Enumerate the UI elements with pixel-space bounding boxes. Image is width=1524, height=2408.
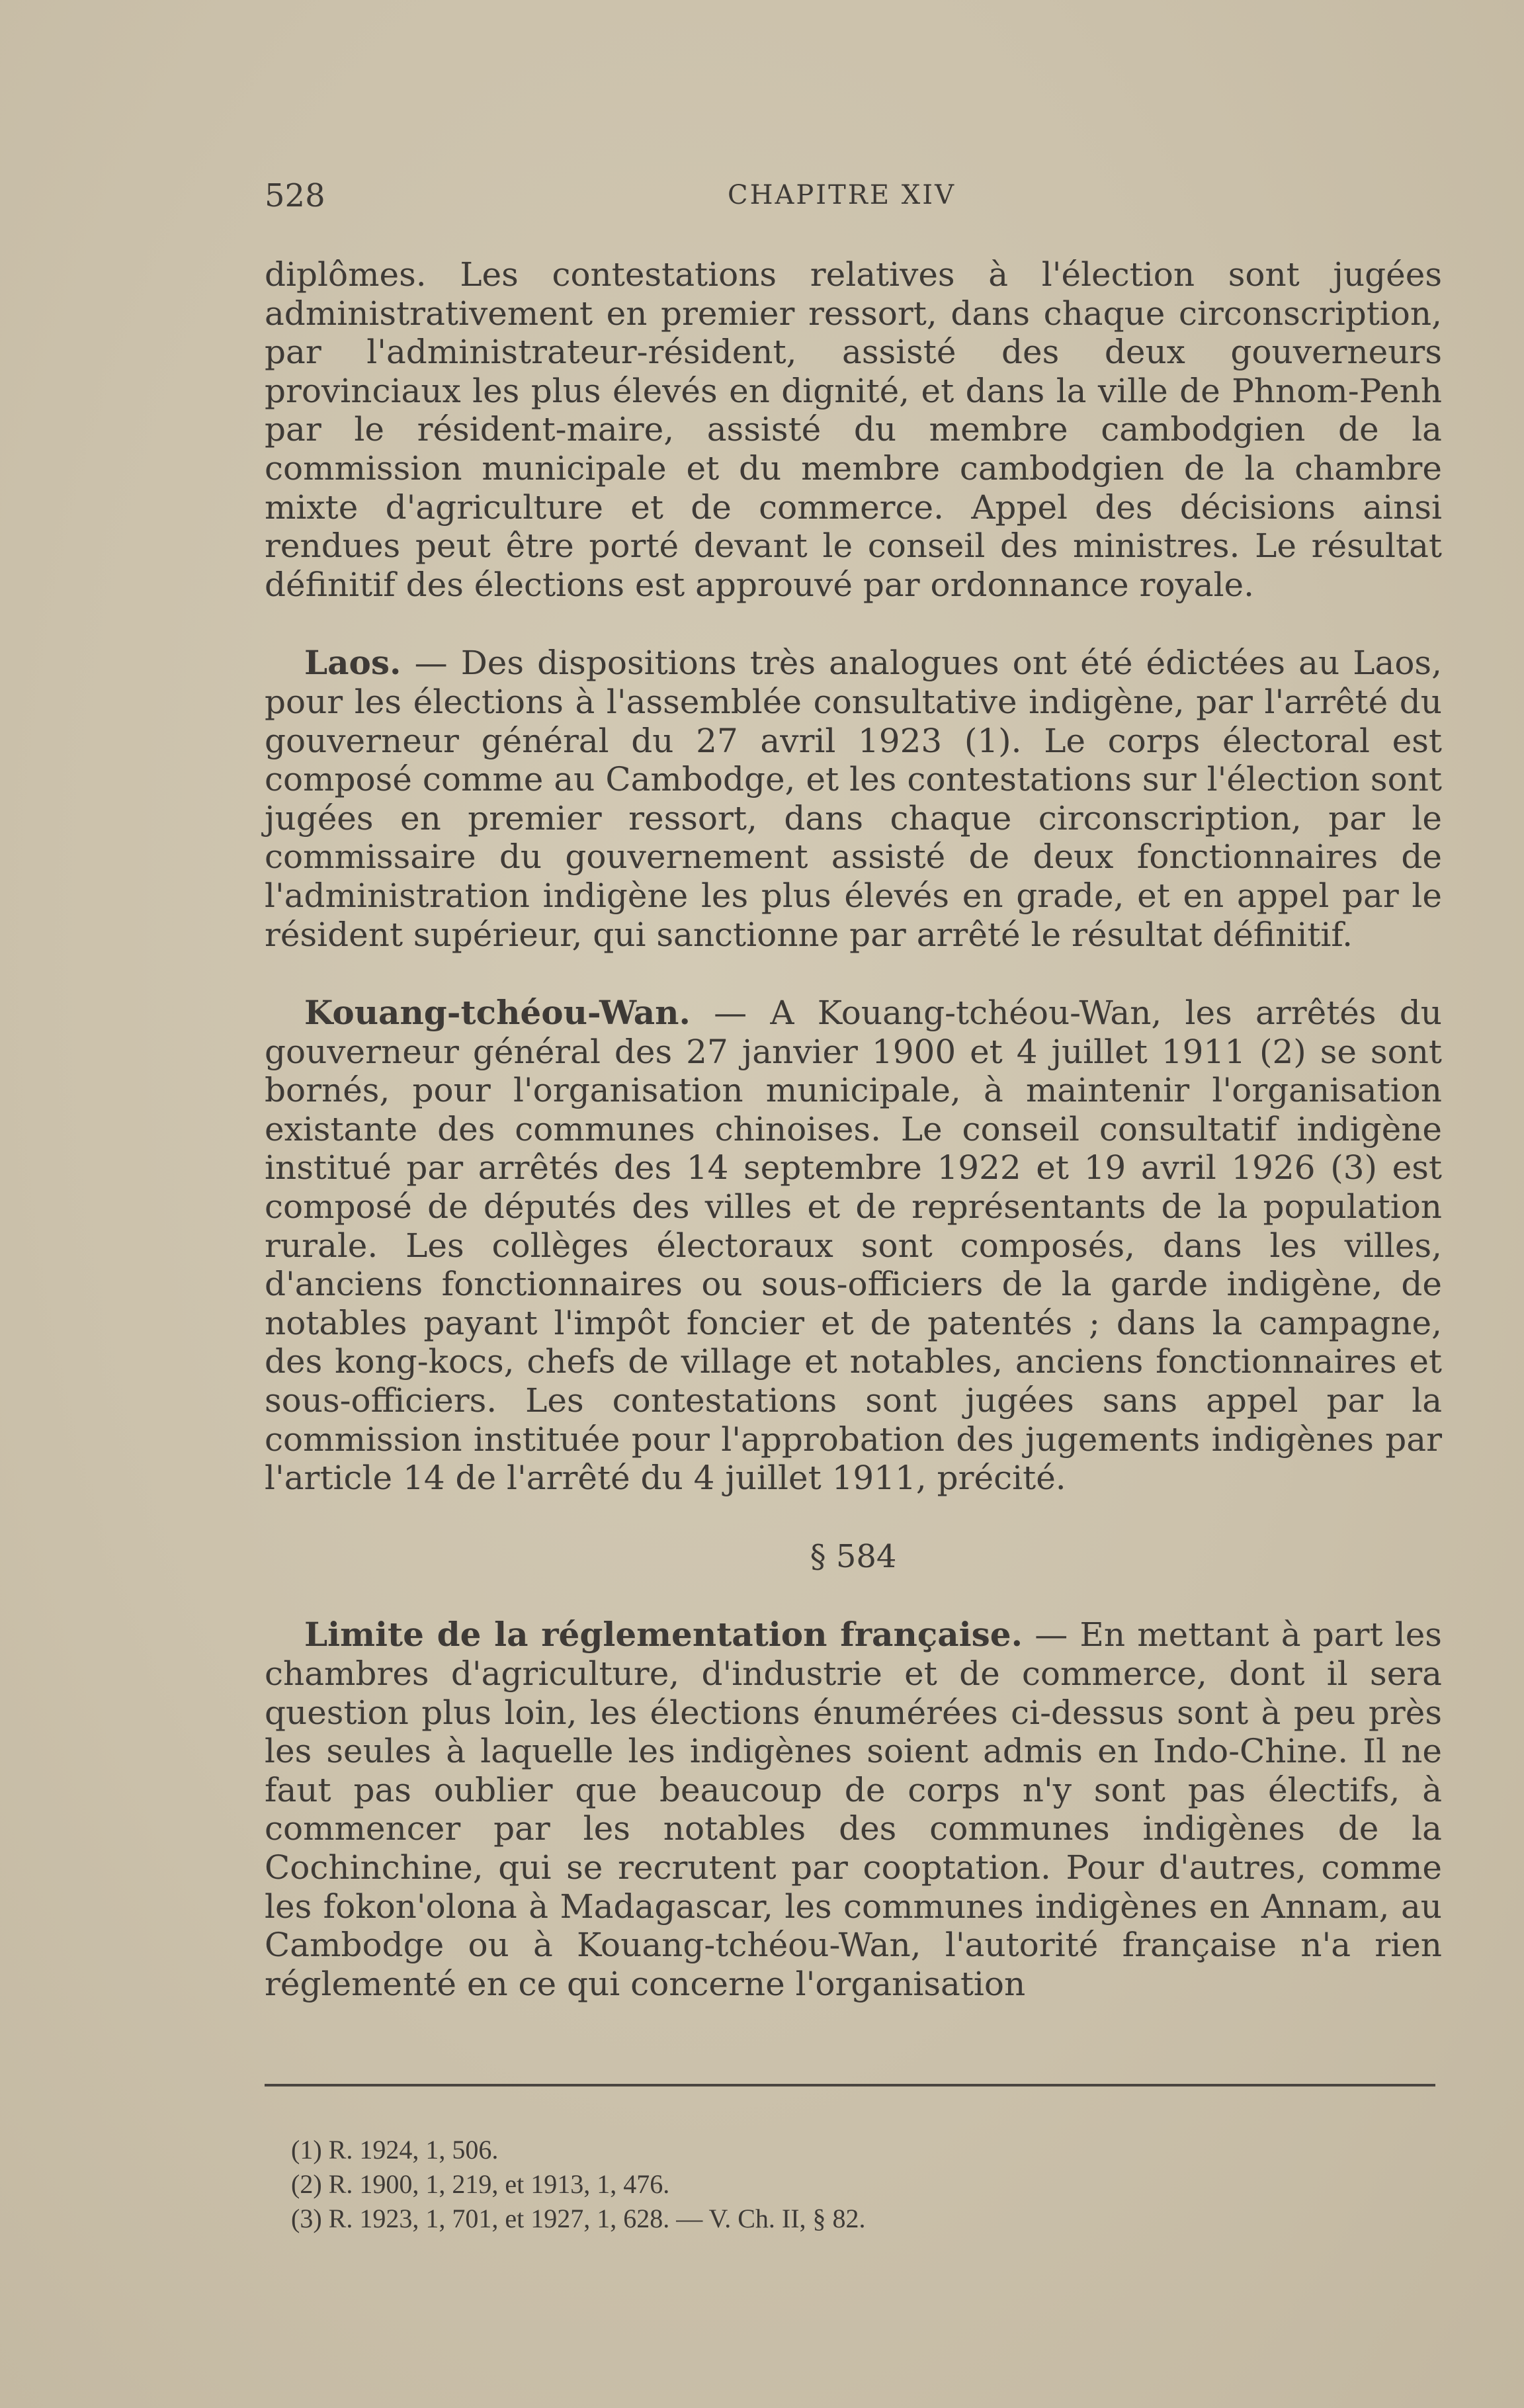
footnotes (291, 2133, 866, 2236)
paragraph-text: diplômes. Les contestations relatives à l'élection sont jugées administrativement en premier ressort, dans chaque circonscription, par l'administrateur-résident, assisté des deux gouverneurs provinciaux les plus élevés en dignité, et dans la ville de Phnom-Penh par le résident-maire, assisté du membre cambodgien de la commission municipale et du membre cambodgien de la chambre mixte d'agriculture et de commerce. Appel des décisions ainsi rendues peut être porté devant le conseil des ministres. Le résultat définitif des élections est approuvé par ordonnance royale. (265, 255, 1442, 604)
running-head: CHAPITRE XIV (728, 180, 956, 210)
body-text (265, 255, 1442, 2003)
paragraph-heading: Limite de la réglementation française. (304, 1615, 1023, 1655)
paragraph-text: — Des dispositions très analogues ont été édictées au Laos, pour les élections à l'assemblée consultative indigène, par l'arrêté du gouverneur général du 27 avril 1923 (1). Le corps électoral est composé comme au Cambodge, et les contestations sur l'élection sont jugées en premier ressort, dans chaque circonscription, par le commissaire du gouvernement assisté de deux fonctionnaires de l'administration indigène les plus élevés en grade, et en appel par le résident supérieur, qui sanctionne par arrêté le résultat définitif. (265, 644, 1442, 954)
section-heading: § 584 (810, 1537, 897, 1575)
footnote-divider (265, 2084, 1435, 2086)
paragraph-limite (265, 1615, 1442, 2003)
paragraph-heading: Kouang-tchéou-Wan. (304, 993, 691, 1033)
paragraph-laos (265, 644, 1442, 954)
paragraph-text: — En mettant à part les chambres d'agriculture, d'industrie et de commerce, dont il sera question plus loin, les élections énumérées ci-dessus sont à peu près les seules à laquelle les indigènes soient admis en Indo-Chine. Il ne faut pas oublier que beaucoup de corps n'y sont pas électifs, à commencer par les notables des communes indigènes de la Cochinchine, qui se recrutent par cooptation. Pour d'autres, comme les fokon'olona à Madagascar, les communes indigènes en Annam, au Cambodge ou à Kouang-tchéou-Wan, l'autorité française n'a rien réglementé en ce qui concerne l'organisation (265, 1615, 1442, 2003)
footnote: (1) R. 1924, 1, 506. (291, 2135, 499, 2165)
paragraph-heading: Laos. (304, 643, 402, 683)
paragraph-kouang-tcheou-wan (265, 994, 1442, 1498)
page-header (265, 165, 1442, 218)
paragraph-continuation (265, 255, 1442, 604)
book-page (265, 165, 1442, 2233)
paragraph-text: — A Kouang-tchéou-Wan, les arrêtés du gouverneur général des 27 janvier 1900 et 4 juillet 1911 (2) se sont bornés, pour l'organisation municipale, à maintenir l'organisation existante des communes chinoises. Le conseil consultatif indigène institué par arrêtés des 14 septembre 1922 et 19 avril 1926 (3) est composé de députés des villes et de représentants de la population rurale. Les collèges électoraux sont composés, dans les villes, d'anciens fonctionnaires ou sous-officiers de la garde indigène, de notables payant l'impôt foncier et de patentés ; dans la campagne, des kong-kocs, chefs de village et notables, anciens fonctionnaires et sous-officiers. Les contestations sont jugées sans appel par la commission instituée pour l'approbation des jugements indigènes par l'article 14 de l'arrêté du 4 juillet 1911, précité. (265, 994, 1442, 1498)
page-number: 528 (265, 177, 325, 214)
footnote: (2) R. 1900, 1, 219, et 1913, 1, 476. (291, 2169, 670, 2199)
footnote: (3) R. 1923, 1, 701, et 1927, 1, 628. — V. Ch. II, § 82. (291, 2204, 866, 2233)
